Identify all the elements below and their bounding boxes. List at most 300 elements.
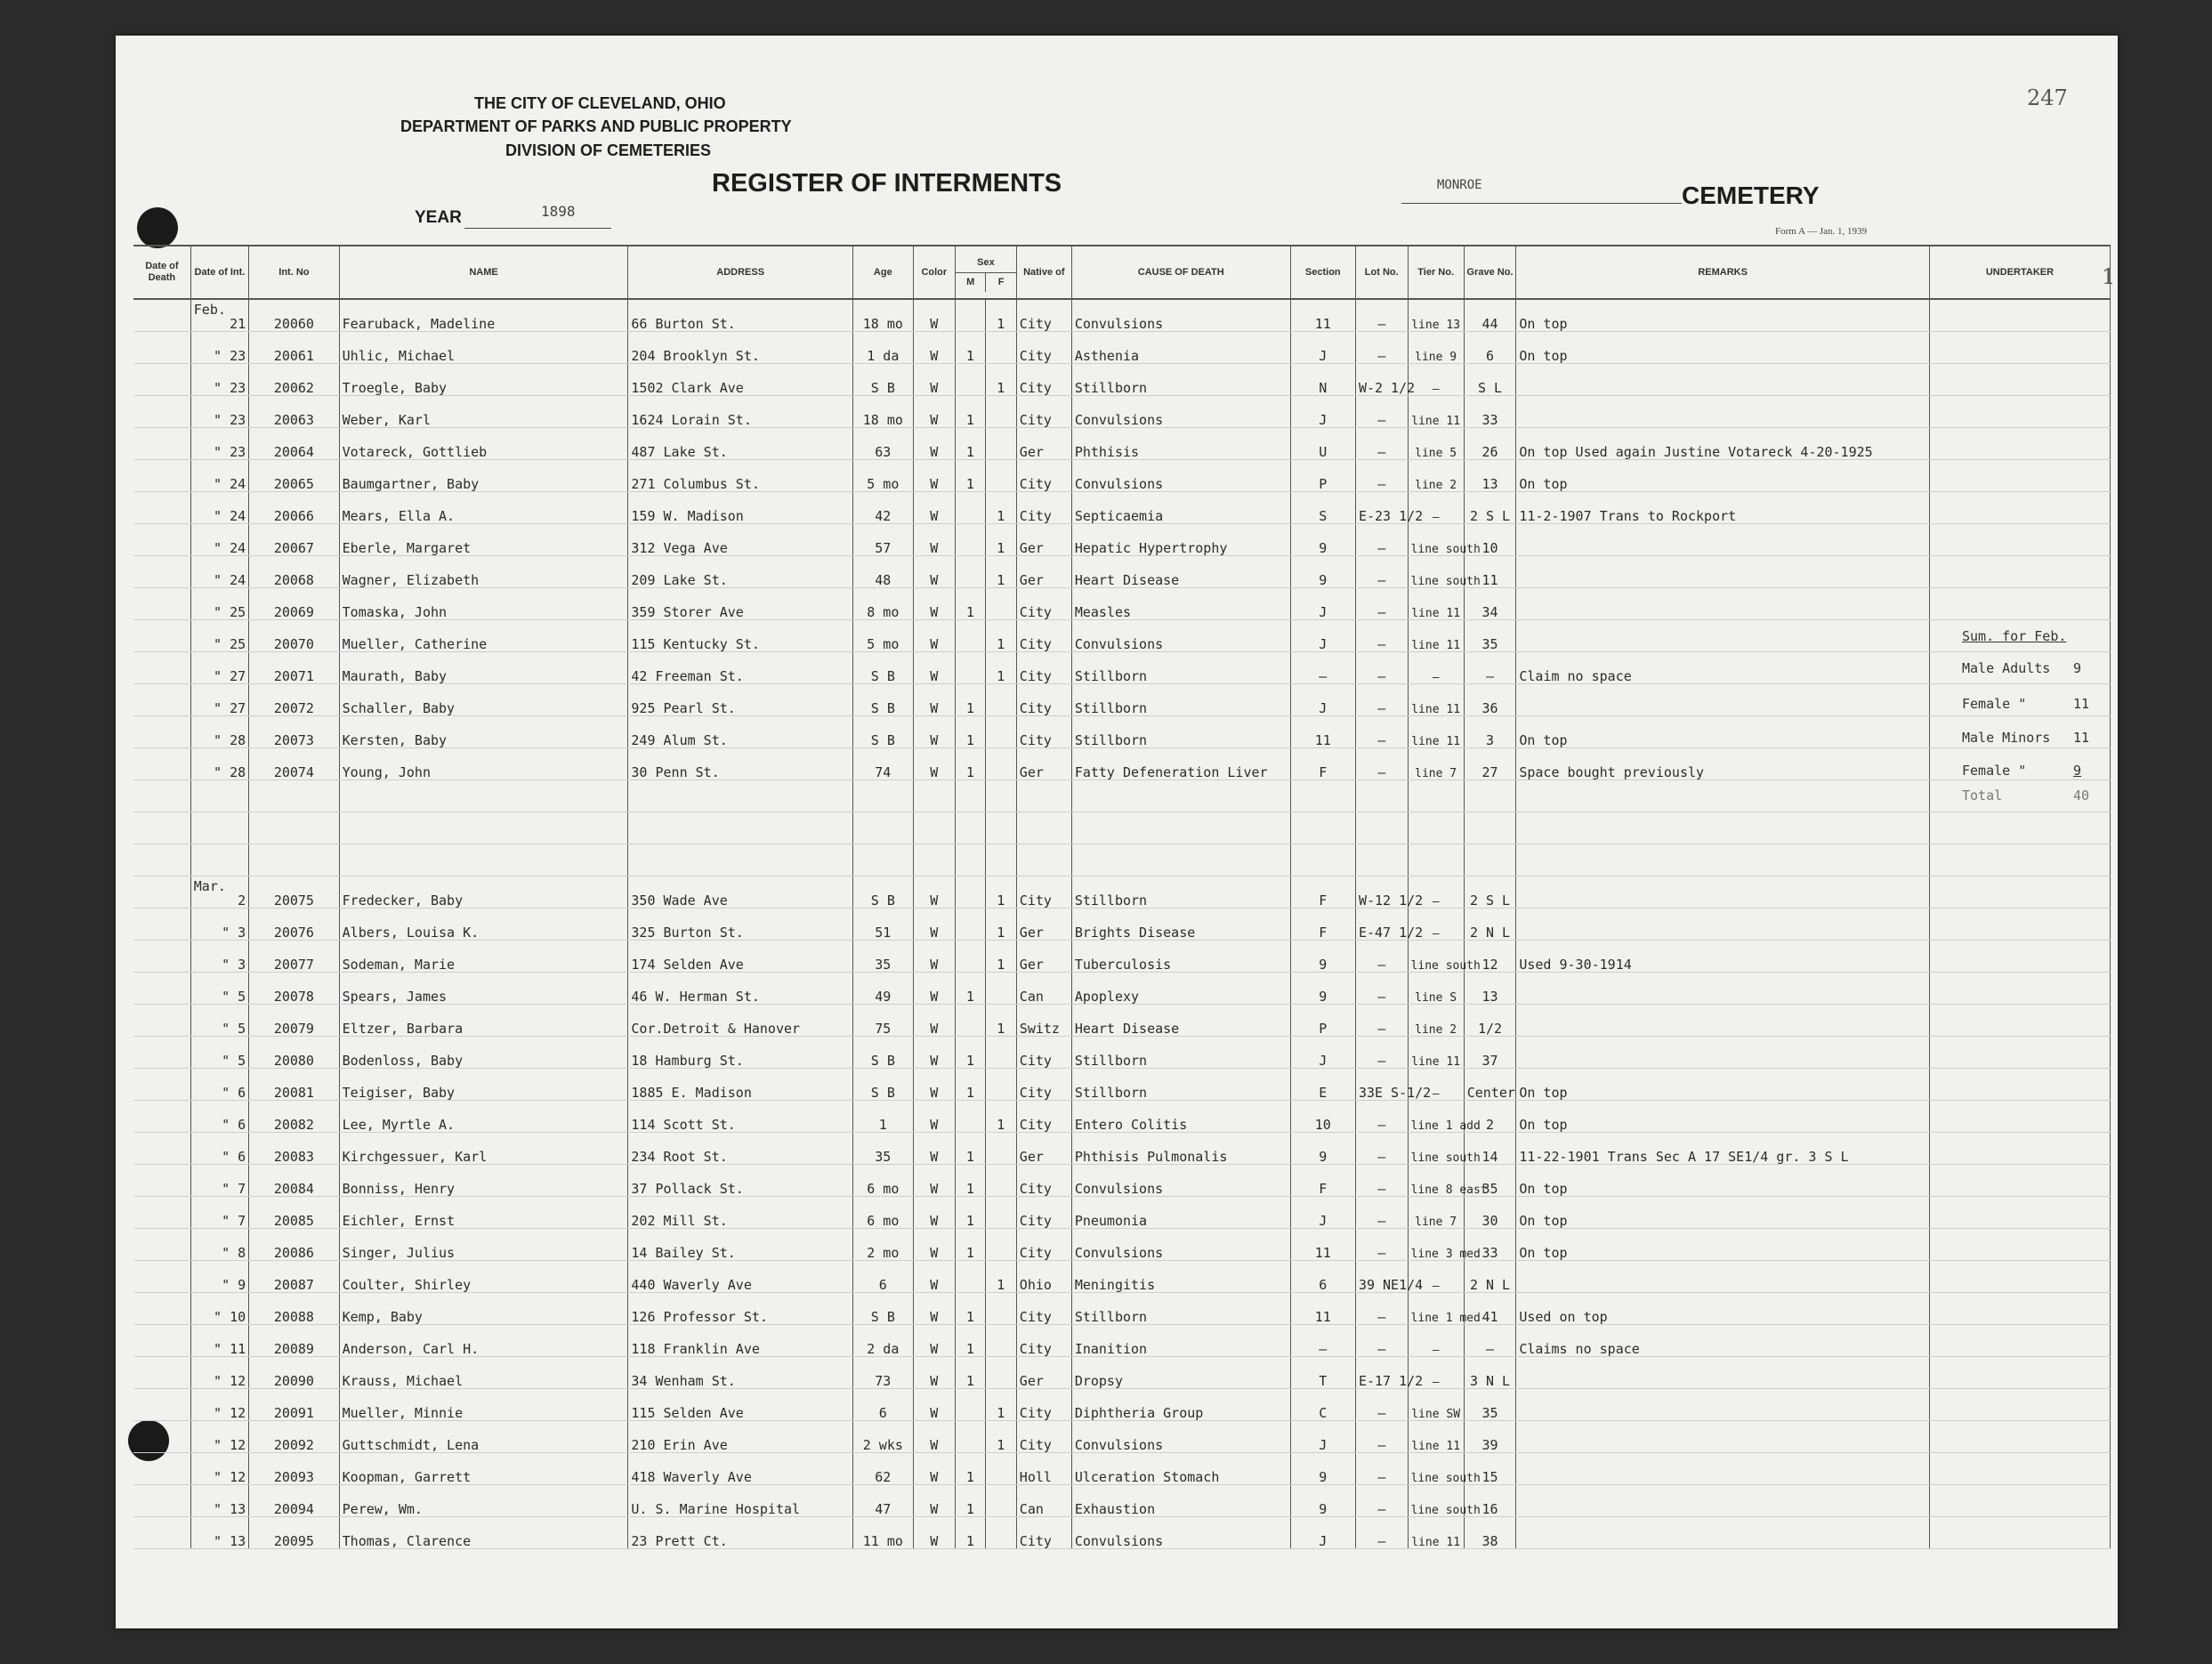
- cell-dod: [133, 716, 190, 748]
- table-row: [133, 588, 2111, 620]
- cell-f: [985, 1325, 1016, 1357]
- cell-cause: Stillborn: [1071, 876, 1290, 909]
- cell-section: 10: [1290, 1101, 1355, 1133]
- cell-undertaker: [1929, 812, 2110, 844]
- cell-dod: [133, 1133, 190, 1165]
- col-native-of: Native of: [1016, 246, 1071, 299]
- cell-grave: 38: [1464, 1517, 1516, 1549]
- summary-value-3: 9: [2073, 763, 2082, 779]
- cell-f: [985, 1133, 1016, 1165]
- cell-date: " 6: [190, 1101, 248, 1133]
- cell-name: Perew, Wm.: [339, 1485, 628, 1517]
- cell-date: " 23: [190, 364, 248, 396]
- cell-section: E: [1290, 1069, 1355, 1101]
- cell-section: 11: [1290, 1293, 1355, 1325]
- cell-no: 20091: [249, 1389, 339, 1421]
- cell-dod: [133, 1101, 190, 1133]
- cell-section: N: [1290, 364, 1355, 396]
- cell-tier: line 3 med: [1408, 1229, 1464, 1261]
- cell-m: 1: [956, 1197, 986, 1229]
- cell-section: J: [1290, 588, 1355, 620]
- cell-age: 57: [852, 524, 913, 556]
- cell-remarks: On top: [1516, 1229, 1930, 1261]
- table-row: [133, 492, 2111, 524]
- cell-f: 1: [985, 364, 1016, 396]
- cell-name: Sodeman, Marie: [339, 941, 628, 973]
- cell-age: S B: [852, 876, 913, 909]
- cell-tier: line 2: [1408, 460, 1464, 492]
- cell-cause: Heart Disease: [1071, 1005, 1290, 1037]
- cell-color: [913, 812, 955, 844]
- cell-dod: [133, 844, 190, 876]
- cell-lot: –: [1355, 1165, 1408, 1197]
- cell-m: 1: [956, 748, 986, 780]
- cell-lot: –: [1355, 332, 1408, 364]
- cell-no: 20062: [249, 364, 339, 396]
- cell-lot: –: [1355, 620, 1408, 652]
- cell-cause: Stillborn: [1071, 1037, 1290, 1069]
- cell-remarks: [1516, 1517, 1930, 1549]
- cell-color: W: [913, 716, 955, 748]
- cell-f: [985, 1485, 1016, 1517]
- cell-dod: [133, 1325, 190, 1357]
- table-row: [133, 299, 2111, 332]
- cell-lot: [1355, 780, 1408, 812]
- cell-grave: S L: [1464, 364, 1516, 396]
- page-title: REGISTER OF INTERMENTS: [712, 169, 1062, 198]
- cell-color: W: [913, 1197, 955, 1229]
- cell-tier: line 11: [1408, 1517, 1464, 1549]
- cell-age: 6: [852, 1261, 913, 1293]
- cell-grave: [1464, 780, 1516, 812]
- cell-tier: –: [1408, 1325, 1464, 1357]
- cell-f: [985, 588, 1016, 620]
- cell-f: 1: [985, 876, 1016, 909]
- cell-remarks: [1516, 876, 1930, 909]
- cell-tier: line 8 east: [1408, 1165, 1464, 1197]
- cell-age: 49: [852, 973, 913, 1005]
- cell-no: 20072: [249, 684, 339, 716]
- cell-f: [985, 1037, 1016, 1069]
- table-row: [133, 428, 2111, 460]
- cell-section: 9: [1290, 1485, 1355, 1517]
- cell-dod: [133, 524, 190, 556]
- cell-lot: E-23 1/2: [1355, 492, 1408, 524]
- cell-name: Albers, Louisa K.: [339, 909, 628, 941]
- cell-dod: [133, 1261, 190, 1293]
- table-row: [133, 1389, 2111, 1421]
- cell-f: [985, 1229, 1016, 1261]
- col-sex: [956, 246, 1017, 299]
- cell-native: City: [1016, 1389, 1071, 1421]
- cell-name: Kersten, Baby: [339, 716, 628, 748]
- cell-remarks: Space bought previously: [1516, 748, 1930, 780]
- cell-color: W: [913, 748, 955, 780]
- cell-color: [913, 844, 955, 876]
- cell-no: 20067: [249, 524, 339, 556]
- cell-section: J: [1290, 396, 1355, 428]
- cell-address: U. S. Marine Hospital: [628, 1485, 853, 1517]
- cell-native: Ohio: [1016, 1261, 1071, 1293]
- cell-color: W: [913, 299, 955, 332]
- cell-no: 20070: [249, 620, 339, 652]
- cell-cause: [1071, 844, 1290, 876]
- table-row: [133, 396, 2111, 428]
- cell-cause: Pneumonia: [1071, 1197, 1290, 1229]
- cell-m: [956, 1005, 986, 1037]
- cell-color: W: [913, 524, 955, 556]
- cell-name: Singer, Julius: [339, 1229, 628, 1261]
- cell-name: Eberle, Margaret: [339, 524, 628, 556]
- cell-undertaker: [1929, 1005, 2110, 1037]
- cell-lot: –: [1355, 1101, 1408, 1133]
- cell-date: " 24: [190, 524, 248, 556]
- cell-name: Tomaska, John: [339, 588, 628, 620]
- cell-grave: 16: [1464, 1485, 1516, 1517]
- cell-cause: Exhaustion: [1071, 1485, 1290, 1517]
- cell-age: 1 da: [852, 332, 913, 364]
- table-row: [133, 1005, 2111, 1037]
- table-row: [133, 909, 2111, 941]
- cell-address: 46 W. Herman St.: [628, 973, 853, 1005]
- cell-section: F: [1290, 909, 1355, 941]
- cell-color: W: [913, 460, 955, 492]
- cell-address: 115 Selden Ave: [628, 1389, 853, 1421]
- cell-name: Teigiser, Baby: [339, 1069, 628, 1101]
- cell-dod: [133, 460, 190, 492]
- cell-grave: 13: [1464, 460, 1516, 492]
- cell-remarks: On top: [1516, 1069, 1930, 1101]
- cell-grave: 1/2: [1464, 1005, 1516, 1037]
- cell-remarks: Claims no space: [1516, 1325, 1930, 1357]
- cell-undertaker: [1929, 1453, 2110, 1485]
- cell-age: 18 mo: [852, 299, 913, 332]
- cell-tier: line 11: [1408, 396, 1464, 428]
- table-row: [133, 1197, 2111, 1229]
- cell-lot: –: [1355, 556, 1408, 588]
- cell-native: [1016, 780, 1071, 812]
- cell-date: " 12: [190, 1357, 248, 1389]
- summary-value-4: 40: [2073, 788, 2090, 804]
- cell-address: 234 Root St.: [628, 1133, 853, 1165]
- table-row: [133, 1101, 2111, 1133]
- cell-no: 20075: [249, 876, 339, 909]
- cell-section: 9: [1290, 973, 1355, 1005]
- cell-dod: [133, 1005, 190, 1037]
- cell-grave: –: [1464, 1325, 1516, 1357]
- cell-undertaker: [1929, 1421, 2110, 1453]
- cell-name: Coulter, Shirley: [339, 1261, 628, 1293]
- cell-color: W: [913, 1229, 955, 1261]
- cell-m: 1: [956, 1485, 986, 1517]
- cell-cause: Stillborn: [1071, 1069, 1290, 1101]
- cell-lot: –: [1355, 524, 1408, 556]
- cell-age: 47: [852, 1485, 913, 1517]
- cell-f: 1: [985, 556, 1016, 588]
- cell-dod: [133, 652, 190, 684]
- cell-dod: [133, 1453, 190, 1485]
- cell-lot: –: [1355, 1453, 1408, 1485]
- cell-date: " 9: [190, 1261, 248, 1293]
- cell-color: W: [913, 1261, 955, 1293]
- cell-grave: 30: [1464, 1197, 1516, 1229]
- cell-dod: [133, 684, 190, 716]
- cell-dod: [133, 428, 190, 460]
- cell-m: [956, 941, 986, 973]
- cell-date: " 7: [190, 1165, 248, 1197]
- cell-address: [628, 844, 853, 876]
- cell-date: " 5: [190, 1005, 248, 1037]
- cell-cause: Stillborn: [1071, 1293, 1290, 1325]
- cell-undertaker: [1929, 396, 2110, 428]
- cell-native: City: [1016, 1293, 1071, 1325]
- cell-remarks: [1516, 973, 1930, 1005]
- cell-name: Schaller, Baby: [339, 684, 628, 716]
- summary-value-0: 9: [2073, 660, 2082, 676]
- cell-grave: 35: [1464, 1389, 1516, 1421]
- department-heading: DEPARTMENT OF PARKS AND PUBLIC PROPERTY: [400, 117, 792, 135]
- cell-date: [190, 299, 248, 332]
- cell-dod: [133, 556, 190, 588]
- cell-dod: [133, 876, 190, 909]
- table-row: [133, 1357, 2111, 1389]
- cell-tier: line 11: [1408, 1037, 1464, 1069]
- table-row: [133, 1133, 2111, 1165]
- cell-undertaker: [1929, 876, 2110, 909]
- cell-m: [956, 1261, 986, 1293]
- cell-address: 325 Burton St.: [628, 909, 853, 941]
- cell-color: W: [913, 1421, 955, 1453]
- cell-undertaker: [1929, 460, 2110, 492]
- cell-remarks: Used on top: [1516, 1293, 1930, 1325]
- cell-grave: 14: [1464, 1133, 1516, 1165]
- cell-age: 1: [852, 1101, 913, 1133]
- cell-f: [985, 748, 1016, 780]
- interments-body: [133, 299, 2111, 1549]
- cell-name: Eltzer, Barbara: [339, 1005, 628, 1037]
- cell-address: 115 Kentucky St.: [628, 620, 853, 652]
- cemetery-name: MONROE: [1437, 178, 1482, 192]
- cell-address: 487 Lake St.: [628, 428, 853, 460]
- cell-address: 418 Waverly Ave: [628, 1453, 853, 1485]
- cell-color: W: [913, 1453, 955, 1485]
- cell-section: C: [1290, 1389, 1355, 1421]
- cell-date: " 27: [190, 652, 248, 684]
- cell-date: " 5: [190, 1037, 248, 1069]
- cell-m: 1: [956, 1069, 986, 1101]
- cell-age: 2 da: [852, 1325, 913, 1357]
- cell-m: 1: [956, 428, 986, 460]
- cell-no: 20078: [249, 973, 339, 1005]
- cell-f: 1: [985, 941, 1016, 973]
- cell-tier: –: [1408, 876, 1464, 909]
- table-row: [133, 1165, 2111, 1197]
- cell-color: W: [913, 1517, 955, 1549]
- cell-cause: Fatty Defeneration Liver: [1071, 748, 1290, 780]
- cell-f: 1: [985, 299, 1016, 332]
- cell-remarks: [1516, 1485, 1930, 1517]
- cell-address: 312 Vega Ave: [628, 524, 853, 556]
- cell-section: P: [1290, 460, 1355, 492]
- cell-dod: [133, 1485, 190, 1517]
- cell-undertaker: [1929, 909, 2110, 941]
- table-row: [133, 332, 2111, 364]
- cell-section: F: [1290, 1165, 1355, 1197]
- cell-cause: Convulsions: [1071, 1517, 1290, 1549]
- cell-remarks: [1516, 556, 1930, 588]
- cell-cause: Hepatic Hypertrophy: [1071, 524, 1290, 556]
- cell-native: City: [1016, 396, 1071, 428]
- cell-f: [985, 1357, 1016, 1389]
- cell-tier: line 13: [1408, 299, 1464, 332]
- cell-m: 1: [956, 716, 986, 748]
- cell-grave: 44: [1464, 299, 1516, 332]
- cell-name: Thomas, Clarence: [339, 1517, 628, 1549]
- cell-section: 9: [1290, 1453, 1355, 1485]
- cell-dod: [133, 1069, 190, 1101]
- cell-f: 1: [985, 1101, 1016, 1133]
- cell-section: 9: [1290, 556, 1355, 588]
- cell-no: 20068: [249, 556, 339, 588]
- cell-lot: –: [1355, 716, 1408, 748]
- cell-lot: W-2 1/2: [1355, 364, 1408, 396]
- cell-f: [985, 396, 1016, 428]
- cell-date: " 3: [190, 941, 248, 973]
- cell-grave: 26: [1464, 428, 1516, 460]
- cell-name: Young, John: [339, 748, 628, 780]
- cell-address: 159 W. Madison: [628, 492, 853, 524]
- cell-age: 11 mo: [852, 1517, 913, 1549]
- cell-m: [956, 652, 986, 684]
- cell-age: S B: [852, 652, 913, 684]
- cell-m: 1: [956, 332, 986, 364]
- cell-tier: –: [1408, 1357, 1464, 1389]
- cell-address: 925 Pearl St.: [628, 684, 853, 716]
- cell-name: Kirchgessuer, Karl: [339, 1133, 628, 1165]
- cell-color: W: [913, 396, 955, 428]
- cell-cause: Convulsions: [1071, 1421, 1290, 1453]
- cell-grave: 3 N L: [1464, 1357, 1516, 1389]
- cell-color: W: [913, 1101, 955, 1133]
- cell-color: W: [913, 941, 955, 973]
- cell-age: 35: [852, 941, 913, 973]
- cell-grave: –: [1464, 652, 1516, 684]
- cell-f: 1: [985, 909, 1016, 941]
- cell-address: 359 Storer Ave: [628, 588, 853, 620]
- cell-address: 42 Freeman St.: [628, 652, 853, 684]
- cell-date: " 11: [190, 1325, 248, 1357]
- cell-f: 1: [985, 492, 1016, 524]
- cell-undertaker: [1929, 941, 2110, 973]
- cell-section: [1290, 780, 1355, 812]
- cell-no: 20080: [249, 1037, 339, 1069]
- cell-dod: [133, 941, 190, 973]
- cell-no: 20088: [249, 1293, 339, 1325]
- cell-grave: 6: [1464, 332, 1516, 364]
- cell-color: W: [913, 1357, 955, 1389]
- cell-color: W: [913, 1133, 955, 1165]
- cell-cause: Phthisis: [1071, 428, 1290, 460]
- cell-address: 23 Prett Ct.: [628, 1517, 853, 1549]
- cell-remarks: Claim no space: [1516, 652, 1930, 684]
- month-label: Mar.: [193, 878, 226, 894]
- cell-native: City: [1016, 1197, 1071, 1229]
- cell-section: 11: [1290, 299, 1355, 332]
- cell-cause: Dropsy: [1071, 1357, 1290, 1389]
- cell-color: W: [913, 973, 955, 1005]
- cell-date: " 6: [190, 1133, 248, 1165]
- cell-f: 1: [985, 1389, 1016, 1421]
- cell-f: [985, 1165, 1016, 1197]
- cell-address: 30 Penn St.: [628, 748, 853, 780]
- cell-remarks: 11-22-1901 Trans Sec A 17 SE1/4 gr. 3 S L: [1516, 1133, 1930, 1165]
- cell-tier: –: [1408, 1069, 1464, 1101]
- cell-no: 20066: [249, 492, 339, 524]
- cell-no: 20061: [249, 332, 339, 364]
- cell-remarks: [1516, 1261, 1930, 1293]
- cell-age: 73: [852, 1357, 913, 1389]
- col-sex-label: Sex: [956, 254, 1016, 273]
- cell-grave: 2 N L: [1464, 1261, 1516, 1293]
- cell-tier: [1408, 780, 1464, 812]
- cell-name: Kemp, Baby: [339, 1293, 628, 1325]
- table-row: [133, 364, 2111, 396]
- cell-dod: [133, 1293, 190, 1325]
- cell-date: " 12: [190, 1421, 248, 1453]
- cell-m: [956, 812, 986, 844]
- cell-remarks: [1516, 909, 1930, 941]
- summary-label-2: Male Minors: [1962, 730, 2051, 746]
- table-row: [133, 716, 2111, 748]
- cell-age: 74: [852, 748, 913, 780]
- cell-date: " 10: [190, 1293, 248, 1325]
- cell-age: 35: [852, 1133, 913, 1165]
- cell-cause: Heart Disease: [1071, 556, 1290, 588]
- cell-grave: 2: [1464, 1101, 1516, 1133]
- cell-date: " 5: [190, 973, 248, 1005]
- cell-address: 66 Burton St.: [628, 299, 853, 332]
- cell-name: Guttschmidt, Lena: [339, 1421, 628, 1453]
- cell-age: 5 mo: [852, 620, 913, 652]
- cell-remarks: [1516, 1357, 1930, 1389]
- cell-section: J: [1290, 620, 1355, 652]
- cell-tier: line 7: [1408, 748, 1464, 780]
- cell-remarks: [1516, 1037, 1930, 1069]
- cell-grave: 3: [1464, 716, 1516, 748]
- cell-address: 204 Brooklyn St.: [628, 332, 853, 364]
- cell-undertaker: [1929, 1101, 2110, 1133]
- cell-undertaker: [1929, 556, 2110, 588]
- col-tier: Tier No.: [1408, 246, 1464, 299]
- cell-cause: Tuberculosis: [1071, 941, 1290, 973]
- cell-cause: Asthenia: [1071, 332, 1290, 364]
- table-row: [133, 1037, 2111, 1069]
- summary-label-1: Female ": [1962, 696, 2027, 712]
- col-remarks: REMARKS: [1516, 246, 1930, 299]
- cell-address: 209 Lake St.: [628, 556, 853, 588]
- cell-date: " 3: [190, 909, 248, 941]
- cell-undertaker: [1929, 1389, 2110, 1421]
- cell-tier: line south: [1408, 1133, 1464, 1165]
- cell-tier: line 11: [1408, 684, 1464, 716]
- cell-tier: line S: [1408, 973, 1464, 1005]
- cell-age: 63: [852, 428, 913, 460]
- cell-grave: [1464, 812, 1516, 844]
- cell-m: [956, 299, 986, 332]
- cell-age: S B: [852, 1293, 913, 1325]
- cell-undertaker: [1929, 1357, 2110, 1389]
- cell-date-value: 2: [238, 893, 246, 909]
